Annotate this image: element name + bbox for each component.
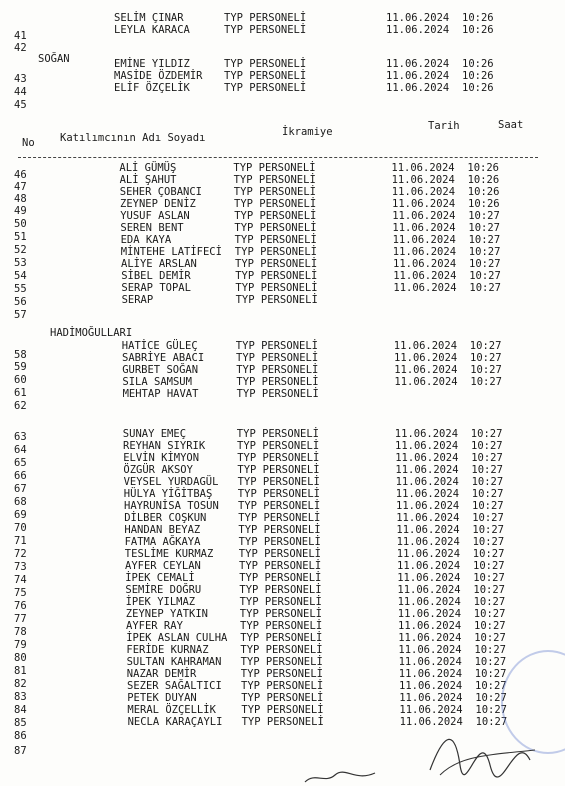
row-number: 44: [14, 86, 27, 98]
participant-name: FATMA AĞKAYA: [124, 536, 201, 548]
row-number: 69: [14, 509, 27, 521]
row-number: 55: [14, 283, 27, 295]
time-cell: 10:27: [471, 440, 503, 452]
prize-cell: TYP PERSONELİ: [241, 716, 324, 728]
prize-cell: TYP PERSONELİ: [240, 644, 323, 656]
date-cell: 11.06.2024: [392, 198, 456, 210]
prize-cell: TYP PERSONELİ: [234, 234, 317, 246]
row-number: 78: [14, 626, 27, 638]
row-number: 47: [14, 181, 27, 193]
prize-cell: TYP PERSONELİ: [236, 428, 319, 440]
row-number: 81: [14, 665, 27, 677]
time-cell: 10:27: [472, 500, 504, 512]
participant-name: FERİDE KURNAZ: [126, 644, 209, 656]
time-cell: 10:27: [468, 210, 500, 222]
time-cell: 10:27: [468, 246, 501, 258]
date-cell: 11.06.2024: [397, 596, 461, 608]
prize-cell: TYP PERSONELİ: [234, 210, 317, 222]
participant-name: HAYRUNİSA TOSUN: [124, 500, 219, 512]
row-number: 79: [14, 639, 27, 651]
participant-name: SEHER ÇOBANCI: [119, 186, 202, 198]
prize-cell: TYP PERSONELİ: [239, 608, 322, 620]
prize-cell: TYP PERSONELİ: [234, 222, 317, 234]
row-number: 87: [14, 745, 27, 757]
participant-name: PETEK DUYAN: [127, 692, 197, 704]
date-cell: 11.06.2024: [386, 82, 450, 94]
prize-cell: TYP PERSONELİ: [233, 162, 316, 174]
participant-name: MEHTAP HAVAT: [122, 388, 199, 400]
time-cell: 10:27: [474, 620, 506, 632]
prize-cell: TYP PERSONELİ: [241, 680, 324, 692]
date-cell: 11.06.2024: [393, 258, 457, 270]
participant-name: SABRİYE ABACI: [122, 352, 205, 364]
time-cell: 10:27: [474, 644, 506, 656]
time-cell: 10:27: [473, 560, 505, 572]
prize-cell: TYP PERSONELİ: [239, 584, 322, 596]
date-cell: 11.06.2024: [395, 452, 459, 464]
date-cell: 11.06.2024: [386, 12, 450, 24]
time-cell: 10:26: [462, 24, 494, 36]
prize-cell: TYP PERSONELİ: [239, 560, 322, 572]
participant-name: EMİNE YILDIZ: [114, 58, 190, 70]
participant-name: ELVİN KİMYON: [123, 452, 200, 464]
date-cell: 11.06.2024: [399, 680, 463, 692]
row-number: 60: [14, 374, 27, 386]
time-cell: 10:27: [470, 376, 502, 388]
row-number: 83: [14, 691, 27, 703]
participant-name: SULTAN KAHRAMAN: [126, 656, 222, 668]
row-number: 85: [14, 717, 27, 729]
column-header-prize: İkramiye: [282, 126, 333, 138]
time-cell: 10:27: [473, 572, 505, 584]
participant-name: NECLA KARAÇAYLI: [127, 716, 223, 728]
row-number: 77: [14, 613, 27, 625]
row-number: 67: [14, 483, 27, 495]
row-number: 58: [14, 349, 27, 361]
prize-cell: TYP PERSONELİ: [241, 692, 324, 704]
prize-cell: TYP PERSONELİ: [224, 58, 307, 70]
table-row: [0, 36, 565, 54]
time-cell: 10:27: [471, 452, 503, 464]
time-cell: 10:27: [474, 632, 506, 644]
participant-name: ELİF ÖZÇELİK: [114, 82, 190, 94]
participant-name: VEYSEL YURDAGÜL: [123, 476, 219, 488]
date-cell: 11.06.2024: [394, 428, 459, 440]
prize-cell: TYP PERSONELİ: [235, 270, 318, 282]
participant-name: ALİ ŞAHUT: [119, 174, 177, 186]
time-cell: 10:26: [467, 162, 499, 174]
row-number: 82: [14, 678, 27, 690]
participant-name: İPEK CEMALİ: [125, 572, 195, 584]
column-header-name: Katılımcının Adı Soyadı: [60, 132, 206, 144]
time-cell: 10:27: [475, 704, 507, 716]
date-cell: 11.06.2024: [394, 364, 458, 376]
prize-cell: TYP PERSONELİ: [224, 12, 307, 24]
prize-cell: TYP PERSONELİ: [240, 620, 323, 632]
time-cell: 10:27: [469, 340, 502, 352]
time-cell: 10:27: [469, 270, 501, 282]
prize-cell: TYP PERSONELİ: [237, 440, 320, 452]
row-number: 73: [14, 561, 27, 573]
time-cell: 10:27: [472, 512, 504, 524]
prize-cell: TYP PERSONELİ: [236, 364, 319, 376]
time-cell: 10:26: [467, 186, 500, 198]
time-cell: 10:27: [468, 234, 501, 246]
table-row: [0, 294, 565, 321]
prize-cell: TYP PERSONELİ: [224, 70, 307, 82]
row-number: 48: [14, 193, 27, 205]
row-number: 52: [14, 244, 27, 256]
row-number: 75: [14, 587, 27, 599]
date-cell: 11.06.2024: [395, 464, 459, 476]
time-cell: 10:27: [474, 656, 507, 668]
column-header-date: Tarih: [428, 120, 460, 132]
row-number: 57: [14, 309, 27, 321]
row-number: 46: [14, 169, 27, 181]
time-cell: 10:26: [462, 82, 494, 94]
row-number: 61: [14, 387, 27, 399]
column-header-no: No: [22, 137, 35, 149]
date-cell: 11.06.2024: [394, 352, 458, 364]
date-cell: 11.06.2024: [398, 668, 463, 680]
date-cell: 11.06.2024: [386, 58, 450, 70]
row-number: 66: [14, 470, 27, 482]
participant-name: NAZAR DEMİR: [126, 668, 197, 680]
participant-name: SİBEL DEMİR: [121, 270, 191, 282]
participant-name: ZEYNEP DENİZ: [120, 198, 196, 210]
prize-cell: TYP PERSONELİ: [238, 500, 321, 512]
row-number: 51: [14, 231, 27, 243]
participant-name: İPEK YILMAZ: [125, 596, 196, 608]
row-number: 65: [14, 457, 27, 469]
date-cell: 11.06.2024: [391, 174, 455, 186]
row-number: 41: [14, 30, 27, 42]
row-number: 72: [14, 548, 27, 560]
date-cell: 11.06.2024: [398, 632, 462, 644]
participant-name: ALİYE ARSLAN: [121, 258, 197, 270]
prize-cell: TYP PERSONELİ: [237, 452, 320, 464]
prize-cell: TYP PERSONELİ: [233, 174, 316, 186]
group-label-sogan: SOĞAN: [38, 53, 70, 65]
prize-cell: TYP PERSONELİ: [240, 668, 323, 680]
prize-cell: TYP PERSONELİ: [236, 352, 319, 364]
participant-name: MERAL ÖZÇELLİK: [127, 704, 216, 716]
prize-cell: TYP PERSONELİ: [224, 24, 307, 36]
prize-cell: TYP PERSONELİ: [234, 198, 317, 210]
row-number: 54: [14, 270, 27, 282]
date-cell: 11.06.2024: [392, 210, 456, 222]
date-cell: 11.06.2024: [386, 24, 450, 36]
date-cell: 11.06.2024: [395, 440, 459, 452]
participant-name: REYHAN SIYRIK: [123, 440, 206, 452]
participant-name: İPEK ASLAN CULHA: [126, 632, 228, 644]
time-cell: 10:27: [472, 548, 505, 560]
date-cell: 11.06.2024: [393, 340, 458, 352]
prize-cell: TYP PERSONELİ: [238, 512, 321, 524]
row-number: 56: [14, 296, 27, 308]
time-cell: 10:27: [469, 258, 501, 270]
row-number: 76: [14, 600, 27, 612]
prize-cell: TYP PERSONELİ: [238, 524, 321, 536]
participant-name: HATİCE GÜLEÇ: [121, 340, 198, 352]
date-cell: 11.06.2024: [396, 536, 460, 548]
time-cell: 10:27: [474, 668, 507, 680]
participant-name: DİLBER COŞKUN: [124, 512, 207, 524]
prize-cell: TYP PERSONELİ: [238, 548, 321, 560]
row-number: 62: [14, 400, 27, 412]
date-cell: 11.06.2024: [398, 620, 462, 632]
participant-name: MASİDE ÖZDEMİR: [114, 70, 203, 82]
prize-cell: TYP PERSONELİ: [237, 488, 320, 500]
participant-name: YUSUF ASLAN: [120, 210, 190, 222]
prize-cell: TYP PERSONELİ: [237, 464, 320, 476]
participant-name: ZEYNEP YATKIN: [125, 608, 208, 620]
time-cell: 10:27: [473, 596, 506, 608]
time-cell: 10:27: [473, 608, 506, 620]
participant-name: SERAP TOPAL: [121, 282, 191, 294]
participant-name: EDA KAYA: [120, 234, 172, 246]
prize-cell: TYP PERSONELİ: [235, 340, 318, 352]
date-cell: 11.06.2024: [393, 270, 457, 282]
row-number: 45: [14, 99, 27, 111]
time-cell: 10:27: [475, 680, 507, 692]
time-cell: 10:27: [473, 584, 505, 596]
date-cell: 11.06.2024: [395, 476, 459, 488]
row-number: 71: [14, 535, 27, 547]
row-number: 64: [14, 444, 27, 456]
date-cell: 11.06.2024: [397, 608, 462, 620]
row-number: 49: [14, 205, 27, 217]
participant-name: ALİ GÜMÜŞ: [119, 162, 177, 174]
date-cell: 11.06.2024: [398, 656, 462, 668]
time-cell: 10:26: [462, 12, 494, 24]
participant-name: AYFER CEYLAN: [125, 560, 201, 572]
time-cell: 10:27: [475, 692, 507, 704]
participant-name: MİNTEHE LATİFECİ: [120, 246, 222, 258]
date-cell: 11.06.2024: [393, 282, 457, 294]
row-number: 86: [14, 730, 27, 742]
participant-name: TESLİME KURMAZ: [124, 548, 214, 560]
participant-name: SELİM ÇINAR: [114, 12, 184, 24]
prize-cell: TYP PERSONELİ: [238, 536, 321, 548]
prize-cell: TYP PERSONELİ: [236, 388, 319, 400]
table-row: [0, 388, 565, 412]
group-label-hadimogullari: HADİMOĞULLARI: [50, 327, 133, 339]
date-cell: 11.06.2024: [386, 70, 450, 82]
participant-name: LEYLA KARACA: [114, 24, 190, 36]
participant-name: GURBET SOĞAN: [122, 364, 199, 376]
row-number: 43: [14, 73, 27, 85]
prize-cell: TYP PERSONELİ: [239, 572, 322, 584]
date-cell: 11.06.2024: [392, 234, 456, 246]
row-number: 63: [14, 431, 27, 443]
date-cell: 11.06.2024: [396, 512, 460, 524]
participant-name: SUNAY EMEÇ: [122, 428, 187, 440]
row-number: 50: [14, 218, 27, 230]
date-cell: 11.06.2024: [396, 524, 460, 536]
time-cell: 10:27: [475, 716, 508, 728]
prize-cell: TYP PERSONELİ: [241, 704, 324, 716]
date-cell: 11.06.2024: [394, 376, 458, 388]
date-cell: 11.06.2024: [397, 584, 461, 596]
prize-cell: TYP PERSONELİ: [240, 632, 323, 644]
table-row: [0, 94, 565, 111]
prize-cell: TYP PERSONELİ: [224, 82, 307, 94]
date-cell: 11.06.2024: [392, 222, 456, 234]
date-cell: 11.06.2024: [398, 644, 462, 656]
time-cell: 10:26: [468, 198, 500, 210]
time-cell: 10:26: [462, 70, 494, 82]
row-number: 42: [14, 42, 27, 54]
participant-name: SILA SAMSUM: [122, 376, 192, 388]
participant-name: SERAP: [121, 294, 154, 306]
date-cell: 11.06.2024: [399, 692, 463, 704]
row-number: 53: [14, 257, 27, 269]
row-number: 74: [14, 574, 27, 586]
date-cell: 11.06.2024: [397, 572, 461, 584]
date-cell: 11.06.2024: [392, 246, 457, 258]
participant-name: HANDAN BEYAZ: [124, 524, 201, 536]
time-cell: 10:26: [462, 58, 494, 70]
time-cell: 10:27: [468, 222, 500, 234]
header-divider: [18, 157, 538, 158]
signature-2: [300, 770, 380, 786]
date-cell: 11.06.2024: [395, 488, 460, 500]
date-cell: 11.06.2024: [396, 548, 461, 560]
row-number: 68: [14, 496, 27, 508]
date-cell: 11.06.2024: [397, 560, 461, 572]
time-cell: 10:27: [472, 536, 505, 548]
participant-name: AYFER RAY: [126, 620, 183, 632]
participant-name: SEREN BENT: [120, 222, 184, 234]
participant-name: HÜLYA YİĞİTBAŞ: [123, 488, 213, 500]
date-cell: 11.06.2024: [399, 704, 463, 716]
prize-cell: TYP PERSONELİ: [239, 596, 322, 608]
row-number: 84: [14, 704, 27, 716]
prize-cell: TYP PERSONELİ: [237, 476, 320, 488]
prize-cell: TYP PERSONELİ: [235, 258, 318, 270]
prize-cell: TYP PERSONELİ: [236, 376, 319, 388]
time-cell: 10:26: [467, 174, 500, 186]
prize-cell: TYP PERSONELİ: [235, 282, 318, 294]
time-cell: 10:27: [470, 428, 503, 440]
row-number: 59: [14, 361, 27, 373]
prize-cell: TYP PERSONELİ: [233, 186, 316, 198]
time-cell: 10:27: [471, 476, 504, 488]
date-cell: 11.06.2024: [399, 716, 463, 728]
column-header-time: Saat: [498, 119, 524, 131]
prize-cell: TYP PERSONELİ: [234, 246, 317, 258]
date-cell: 11.06.2024: [396, 500, 460, 512]
prize-cell: TYP PERSONELİ: [240, 656, 323, 668]
prize-cell: TYP PERSONELİ: [235, 294, 318, 306]
row-number: 70: [14, 522, 27, 534]
date-cell: 11.06.2024: [391, 162, 455, 174]
date-cell: 11.06.2024: [391, 186, 456, 198]
time-cell: 10:27: [470, 364, 502, 376]
participant-name: ÖZGÜR AKSOY: [123, 464, 193, 476]
time-cell: 10:27: [470, 352, 502, 364]
row-number: 80: [14, 652, 27, 664]
time-cell: 10:27: [471, 488, 504, 500]
participant-name: SEMİRE DOĞRU: [125, 584, 202, 596]
participant-name: SEZER SAĞALTICI: [127, 680, 222, 692]
time-cell: 10:27: [469, 282, 501, 294]
time-cell: 10:27: [472, 524, 504, 536]
signature: [420, 720, 550, 780]
time-cell: 10:27: [471, 464, 503, 476]
